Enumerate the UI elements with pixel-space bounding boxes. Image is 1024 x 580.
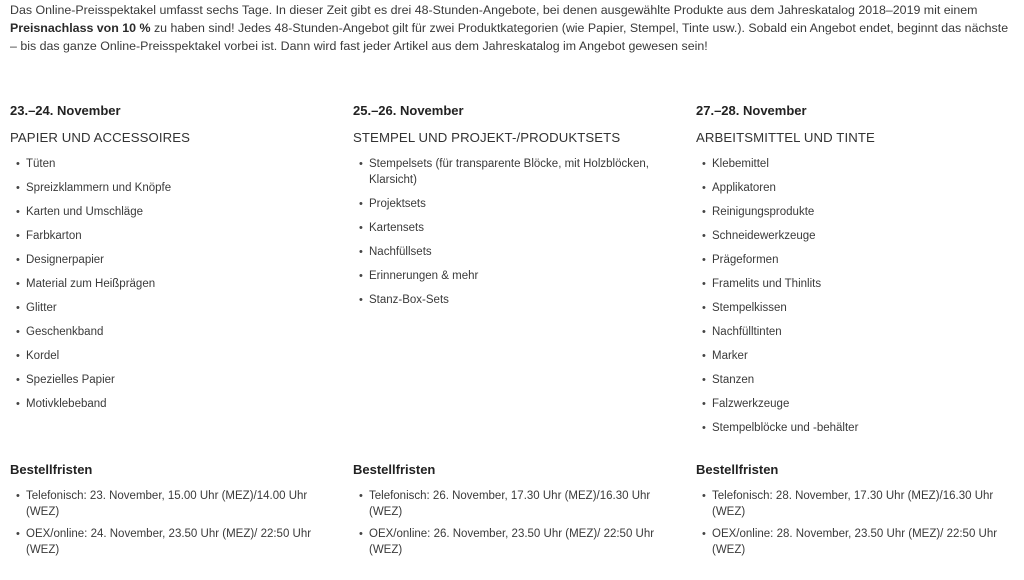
list-item: • Motivklebeband (10, 396, 340, 412)
list-item: • Falzwerkzeuge (696, 396, 1024, 412)
deadlines-3 (696, 461, 1024, 564)
product-list (353, 156, 668, 308)
offer-category: PAPIER UND ACCESSOIRES (10, 130, 191, 145)
product-list (10, 156, 340, 412)
intro-paragraph (10, 1, 1010, 55)
list-item: • OEX/online: 28. November, 23.50 Uhr (MEZ)/ 22:50 Uhr (WEZ) (696, 526, 1012, 558)
offer-date: 27.–28. November (696, 103, 807, 118)
list-item: • Telefonisch: 23. November, 15.00 Uhr (MEZ)/14.00 Uhr (WEZ) (10, 488, 326, 520)
intro-text-1: Das Online-Preisspektakel umfasst sechs Tage. In dieser Zeit gibt es drei 48-Stunden-Angebote, bei denen ausgewählte Produkte aus dem Jahreskatalog 2018–2019 mit einem (10, 3, 978, 17)
list-item: • Kordel (10, 348, 340, 364)
offer-date: 23.–24. November (10, 103, 121, 118)
list-item: • Spezielles Papier (10, 372, 340, 388)
intro-text-2: zu haben sind! Jedes 48-Stunden-Angebot gilt für zwei Produktkategorien (wie Papier, Stempel, Tinte usw.). Sobald ein Angebot endet, beginnt das nächste – bis das ganze Online-Preisspektakel vorbei ist. Dann wird fast jeder Artikel aus dem Jahreskatalog im Angebot gewesen sein! (10, 21, 1009, 53)
list-item: • Material zum Heißprägen (10, 276, 340, 292)
list-item: • Spreizklammern und Knöpfe (10, 180, 340, 196)
offer-column-3 (696, 102, 1024, 444)
list-item: • Kartensets (353, 220, 668, 236)
list-item: • Stempelsets (für transparente Blöcke, mit Holzblöcken, Klarsicht) (353, 156, 668, 188)
list-item: • Telefonisch: 26. November, 17.30 Uhr (MEZ)/16.30 Uhr (WEZ) (353, 488, 669, 520)
list-item: • Stempelblöcke und -behälter (696, 420, 1024, 436)
list-item: • Reinigungsprodukte (696, 204, 1024, 220)
deadline-list (353, 488, 683, 558)
deadlines-title: Bestellfristen (696, 462, 779, 477)
deadlines-title: Bestellfristen (353, 462, 436, 477)
list-item: • Glitter (10, 300, 340, 316)
list-item: • Projektsets (353, 196, 668, 212)
offer-category: ARBEITSMITTEL UND TINTE (696, 130, 875, 145)
list-item: • Applikatoren (696, 180, 1024, 196)
list-item: • Stanzen (696, 372, 1024, 388)
list-item: • OEX/online: 26. November, 23.50 Uhr (MEZ)/ 22:50 Uhr (WEZ) (353, 526, 669, 558)
list-item: • Nachfüllsets (353, 244, 668, 260)
list-item: • Nachfülltinten (696, 324, 1024, 340)
list-item: • Erinnerungen & mehr (353, 268, 668, 284)
deadline-list (696, 488, 1024, 558)
list-item: • Farbkarton (10, 228, 340, 244)
list-item: • Designerpapier (10, 252, 340, 268)
deadline-list (10, 488, 340, 558)
list-item: • Geschenkband (10, 324, 340, 340)
offer-date: 25.–26. November (353, 103, 464, 118)
deadlines-1 (10, 461, 340, 564)
list-item: • Karten und Umschläge (10, 204, 340, 220)
offer-column-2 (353, 102, 683, 316)
list-item: • Klebemittel (696, 156, 1024, 172)
list-item: • Framelits und Thinlits (696, 276, 1024, 292)
list-item: • Marker (696, 348, 1024, 364)
list-item: • Stempelkissen (696, 300, 1024, 316)
offer-category: STEMPEL UND PROJEKT-/PRODUKTSETS (353, 130, 621, 145)
deadlines-2 (353, 461, 683, 564)
list-item: • Schneidewerkzeuge (696, 228, 1024, 244)
intro-discount: Preisnachlass von 10 % (10, 21, 151, 35)
list-item: • OEX/online: 24. November, 23.50 Uhr (MEZ)/ 22:50 Uhr (WEZ) (10, 526, 326, 558)
product-list (696, 156, 1024, 436)
deadlines-title: Bestellfristen (10, 462, 93, 477)
list-item: • Tüten (10, 156, 340, 172)
offer-column-1 (10, 102, 340, 420)
list-item: • Stanz-Box-Sets (353, 292, 668, 308)
list-item: • Prägeformen (696, 252, 1024, 268)
list-item: • Telefonisch: 28. November, 17.30 Uhr (MEZ)/16.30 Uhr (WEZ) (696, 488, 1012, 520)
